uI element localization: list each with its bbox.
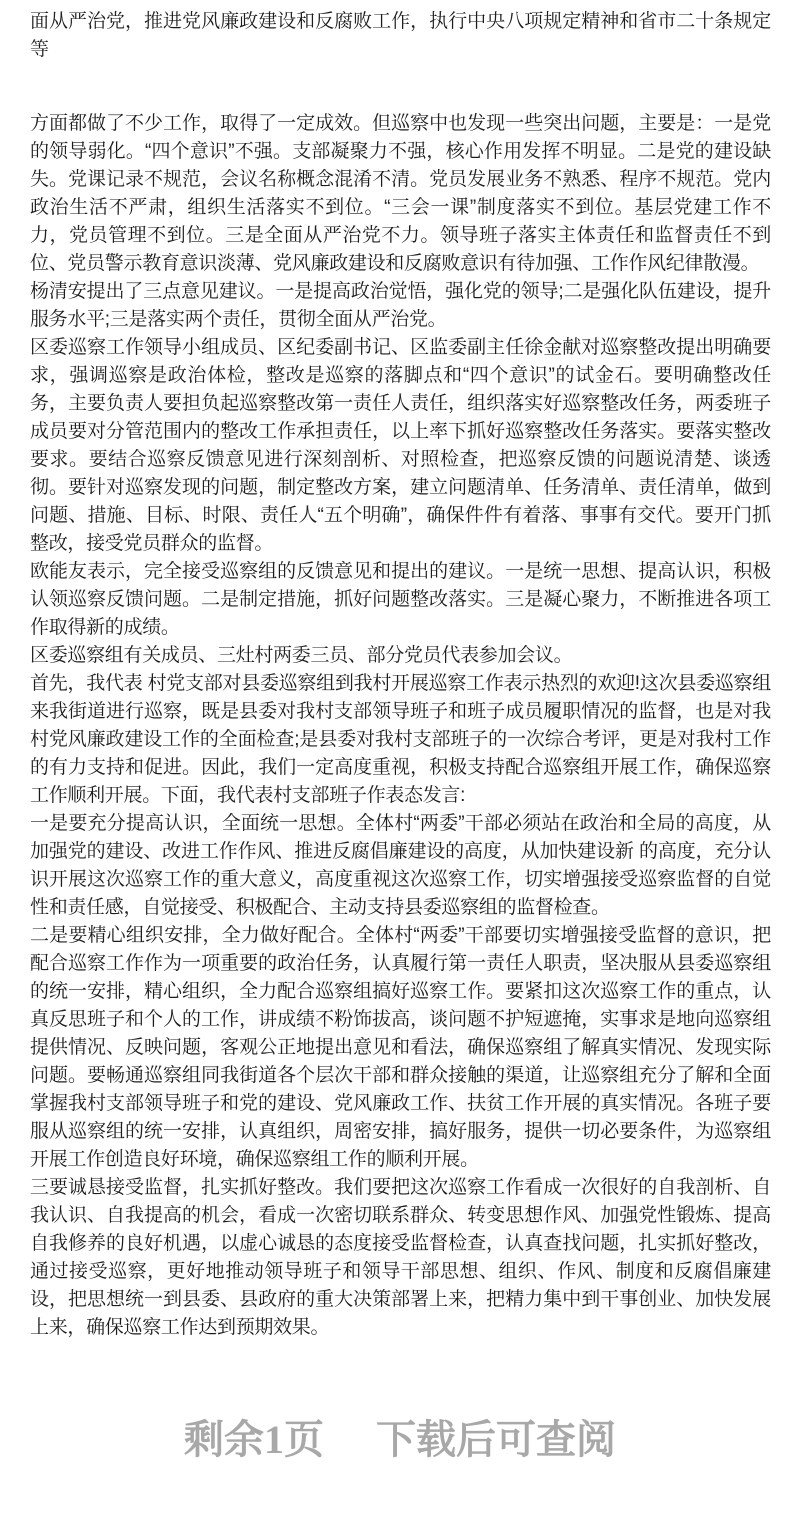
paragraph-continuation: 面从严治党，推进党风廉政建设和反腐败工作，执行中央八项规定精神和省市二十条规定等: [30, 11, 771, 60]
paragraph-welcome-statement: 首先，我代表 村党支部对县委巡察组到我村开展巡察工作表示热烈的欢迎!这次县委巡察组来我街道进行巡察，既是县委对我村支部领导班子和班子成员履职情况的监督，也是对我村党风廉政建设工作的全面检查;是县委对我村支部班子的一次综合考评，更是对我村工作的有力支持和促进。因此，我们一定高度重视，积极支持配合巡察组开展工作，确保巡察工作顺利开展。下面，我代表村支部班子作表态发言:: [30, 673, 771, 806]
paragraph-point-three: 三要诚恳接受监督，扎实抓好整改。我们要把这次巡察工作看成一次很好的自我剖析、自我认识、自我提高的机会，看成一次密切联系群众、转变思想作风、加强党性锻炼、提高自我修养的良好机遇，以虚心诚恳的态度接受监督检查，认真查找问题，扎实抓好整改，通过接受巡察，更好地推动领导班子和领导干部思想、组织、作风、制度和反腐倡廉建设，把思想统一到县委、县政府的重大决策部署上来，把精力集中到干事创业、加快发展上来，确保巡察工作达到预期效果。: [30, 1177, 771, 1338]
paragraph-point-two: 二是要精心组织安排，全力做好配合。全体村“两委”干部要切实增强接受监督的意识，把配合巡察工作作为一项重要的政治任务，认真履行第一责任人职责，坚决服从县委巡察组的统一安排，精心组织，全力配合巡察组搞好巡察工作。要紧扣这次巡察工作的重点，认真反思班子和个人的工作，讲成绩不粉饰拔高，谈问题不护短遮掩，实事求是地向巡察组提供情况、反映问题，客观公正地提出意见和看法，确保巡察组了解真实情况、发现实际问题。要畅通巡察组同我街道各个层次干部和群众接触的渠道，让巡察组充分了解和全面掌握我村支部领导班子和党的建设、党风廉政工作、扶贫工作开展的真实情况。各班子要服从巡察组的统一安排，认真组织，周密安排，搞好服务，提供一切必要条件，为巡察组开展工作创造良好环境，确保巡察组工作的顺利开展。: [30, 925, 771, 1170]
download-hint-label: 下载后可查阅: [376, 1417, 616, 1462]
paragraph-rectification-requirements: 区委巡察工作领导小组成员、区纪委副书记、区监委副主任徐金献对巡察整改提出明确要求，强调巡察是政治体检，整改是巡察的落脚点和“四个意识”的试金石。要明确整改任务，主要负责人要担负起巡察整改第一责任人责任，组织落实好巡察整改任务，两委班子成员要对分管范围内的整改工作承担责任，以上率下抓好巡察整改任务落实。要落实整改要求。要结合巡察反馈意见进行深刻剖析、对照检查，把巡察反馈的问题说清楚、谈透彻。要针对巡察发现的问题，制定整改方案，建立问题清单、任务清单、责任清单，做到问题、措施、目标、时限、责任人“五个明确”，确保件件有着落、事事有交代。要开门抓整改，接受党员群众的监督。: [30, 337, 771, 554]
paragraph-response: 欧能友表示，完全接受巡察组的反馈意见和提出的建议。一是统一思想、提高认识，积极认领巡察反馈问题。二是制定措施，抓好问题整改落实。三是凝心聚力，不断推进各项工作取得新的成绩。: [30, 561, 771, 638]
paragraph-problems-found: 方面都做了不少工作，取得了一定成效。但巡察中也发现一些突出问题，主要是：一是党的领导弱化。“四个意识”不强。支部凝聚力不强，核心作用发挥不明显。二是党的建设缺失。党课记录不规范，会议名称概念混淆不清。党员发展业务不熟悉、程序不规范。党内政治生活不严肃，组织生活落实不到位。“三会一课”制度落实不到位。基层党建工作不力，党员管理不到位。三是全面从严治党不力。领导班子落实主体责任和监督责任不到位、党员警示教育意识淡薄、党风廉政建设和反腐败意识有待加强、工作作风纪律散漫。: [30, 113, 771, 274]
remaining-pages-label: 剩余1页: [184, 1417, 324, 1462]
preview-footer: [0, 1414, 800, 1466]
paragraph-point-one: 一是要充分提高认识，全面统一思想。全体村“两委”干部必须站在政治和全局的高度，从加强党的建设、改进工作作风、推进反腐倡廉建设的高度，从加快建设新 的高度，充分认识开展这次巡察工作的重大意义，高度重视这次巡察工作，切实增强接受巡察监督的自觉性和责任感，自觉接受、积极配合、主动支持县委巡察组的监督检查。: [30, 813, 771, 918]
paragraph-suggestions: 杨清安提出了三点意见建议。一是提高政治觉悟，强化党的领导;二是强化队伍建设，提升服务水平;三是落实两个责任，贯彻全面从严治党。: [30, 281, 771, 330]
paragraph-attendees: 区委巡察组有关成员、三灶村两委三员、部分党员代表参加会议。: [30, 645, 573, 666]
